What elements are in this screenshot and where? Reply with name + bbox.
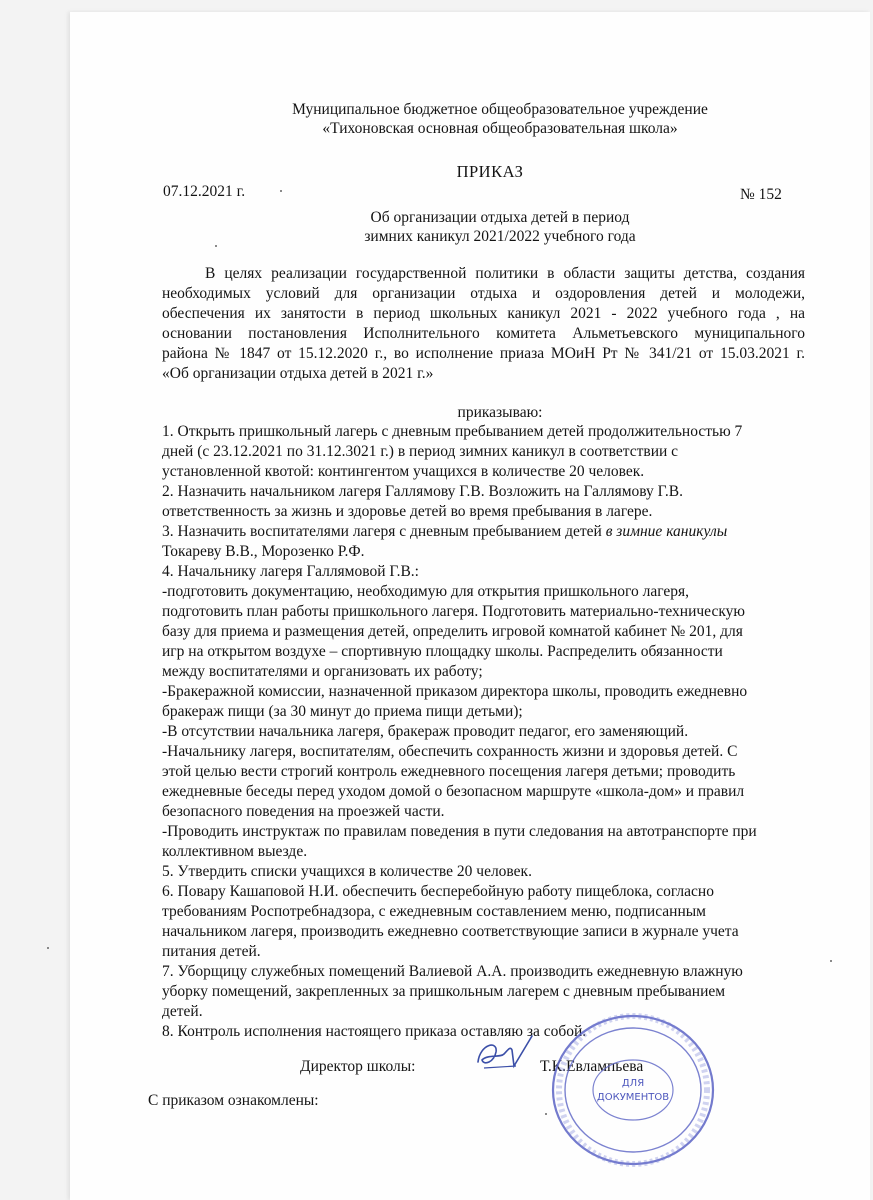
body-line: требованиям Роспотребнадзора, с ежедневным составлением меню, подписанным xyxy=(162,903,706,920)
scan-speck xyxy=(47,947,49,949)
order-word: приказываю: xyxy=(457,404,543,421)
body-line: базу для приема и размещения детей, определить игровой комнатой кабинет № 201, для xyxy=(162,623,743,640)
body-line: -В отсутствии начальника лагеря, бракераж проводит педагог, его заменяющий. xyxy=(162,723,689,740)
preamble-line: обеспечения их занятости в период школьных каникул 2021 - 2022 учебного года , на xyxy=(162,305,805,322)
body-line: подготовить план работы пришкольного лагеря. Подготовить материально-техническую xyxy=(162,603,745,620)
acknowledged-label: С приказом ознакомлены: xyxy=(148,1092,319,1109)
body-line: между воспитателями и организовать их работу; xyxy=(162,663,483,680)
order-subject-line-1: Об организации отдыха детей в период xyxy=(370,209,630,226)
order-title: ПРИКАЗ xyxy=(456,162,524,181)
body-line: этой целью вести строгий контроль ежедневного посещения лагеря детьми; проводить xyxy=(162,763,736,780)
order-date: 07.12.2021 г. xyxy=(163,183,246,200)
body-line: 2. Назначить начальником лагеря Галлямову Г.В. Возложить на Галлямову Г.В. xyxy=(162,483,683,500)
order-number: № 152 xyxy=(740,186,782,203)
preamble-line: «Об организации отдыха детей в 2021 г.» xyxy=(162,365,434,382)
body-line: 7. Уборщицу служебных помещений Валиевой А.А. производить ежедневную влажную xyxy=(162,963,743,980)
preamble-line: района № 1847 от 15.12.2020 г., во исполнение приаза МОиН Рт № 341/21 от 15.03.2021 г. xyxy=(162,345,805,362)
body-line: безопасного поведения на проезжей части. xyxy=(162,803,445,820)
body-line: ежедневные беседы перед уходом домой о безопасном маршруте «школа-дом» и правил xyxy=(162,783,745,800)
official-stamp xyxy=(548,1010,718,1170)
order-subject-line-2: зимних каникул 2021/2022 учебного года xyxy=(364,228,636,245)
body-line: питания детей. xyxy=(162,943,261,960)
body-line: детей. xyxy=(162,1003,203,1020)
scan-speck xyxy=(545,1113,547,1115)
body-line: -подготовить документацию, необходимую для открытия пришкольного лагеря, xyxy=(162,583,690,600)
body-line: уборку помещений, закрепленных за пришкольным лагерем с дневным пребыванием xyxy=(162,983,726,1000)
italic-phrase: в зимние каникулы xyxy=(605,523,728,540)
scan-speck xyxy=(215,245,217,247)
body-line: Токареву В.В., Морозенко Р.Ф. xyxy=(162,543,365,560)
body-line: 1. Открыть пришкольный лагерь с дневным пребыванием детей продолжительностью 7 xyxy=(162,423,743,440)
body-line: -Проводить инструктаж по правилам поведения в пути следования на автотранспорте при xyxy=(162,823,757,840)
signature-role: Директор школы: xyxy=(300,1058,416,1075)
body-line: -Начальнику лагеря, воспитателям, обеспечить сохранность жизни и здоровья детей. С xyxy=(162,743,738,760)
body-line: бракераж пищи (за 30 минут до приема пищи детьми); xyxy=(162,703,523,720)
body-line: коллективном выезде. xyxy=(162,843,308,860)
handwritten-signature xyxy=(470,1032,540,1082)
stamp-text-line-2: ДОКУМЕНТОВ xyxy=(596,1092,670,1103)
body-line: -Бракеражной комиссии, назначенной приказом директора школы, проводить ежедневно xyxy=(162,683,748,700)
preamble-line: основании постановления Исполнительного комитета Альметьевского муниципального xyxy=(162,325,805,342)
preamble-line: В целях реализации государственной политики в области защиты детства, создания xyxy=(205,265,805,282)
body-line: 8. Контроль исполнения настоящего приказа оставляю за собой. xyxy=(162,1023,587,1040)
preamble-line: необходимых условий для организации отдыха и оздоровления детей и молодежи, xyxy=(162,285,805,302)
body-line: игр на открытом воздухе – спортивную площадку школы. Распределить обязанности xyxy=(162,643,723,660)
body-line: 4. Начальнику лагеря Галлямовой Г.В.: xyxy=(162,563,419,580)
body-line: ответственность за жизнь и здоровье детей во время пребывания в лагере. xyxy=(162,503,653,520)
scan-speck xyxy=(830,960,832,962)
institution-line-2: «Тихоновская основная общеобразовательная школа» xyxy=(322,120,678,137)
body-line: 6. Повару Кашаповой Н.И. обеспечить бесперебойную работу пищеблока, согласно xyxy=(162,883,714,900)
stamp-text-line-1: ДЛЯ xyxy=(621,1078,645,1089)
body-line: начальником лагеря, производить ежедневно соответствующие записи в журнале учета xyxy=(162,923,739,940)
institution-line-1: Муниципальное бюджетное общеобразовательное учреждение xyxy=(292,101,708,118)
body-line-with-italic: 3. Назначить воспитателями лагеря с дневным пребыванием детей в зимние каникулы xyxy=(162,523,728,540)
body-line: 5. Утвердить списки учащихся в количестве 20 человек. xyxy=(162,863,532,880)
signature-name: Т.К.Евлампьева xyxy=(540,1058,644,1075)
scan-speck xyxy=(280,190,282,192)
body-line: дней (с 23.12.2021 по 31.12.3021 г.) в период зимних каникул в соответствии с xyxy=(162,443,679,460)
body-line: установленной квотой: контингентом учащихся в количестве 20 человек. xyxy=(162,463,645,480)
